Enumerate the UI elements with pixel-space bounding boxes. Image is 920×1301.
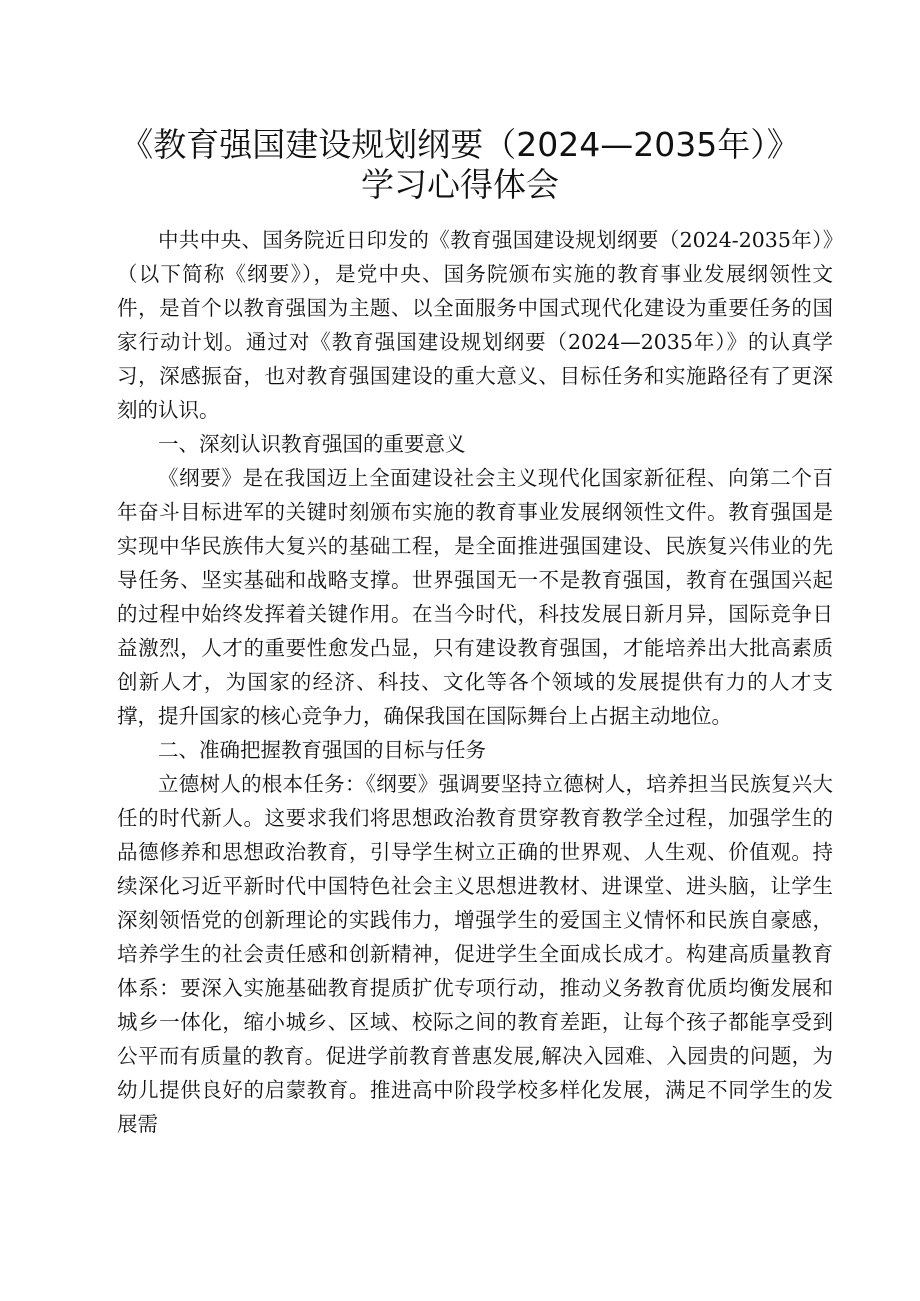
intro-paragraph: 中共中央、国务院近日印发的《教育强国建设规划纲要（2024-2035年）》（以下简称《纲要》），是党中央、国务院颁布实施的教育事业发展纲领性文件，是首个以教育强国为主题、以全面服务中国式现代化建设为重要任务的国家行动计划。通过对《教育强国建设规划纲要（2024—2035年）》的认真学习，深感振奋，也对教育强国建设的重大意义、目标任务和实施路径有了更深刻的认识。: [117, 228, 833, 422]
section-heading-1: 一、深刻认识教育强国的重要意义: [158, 432, 466, 456]
section-paragraph-1: 《纲要》是在我国迈上全面建设社会主义现代化国家新征程、向第二个百年奋斗目标进军的关键时刻颁布实施的教育事业发展纲领性文件。教育强国是实现中华民族伟大复兴的基础工程，是全面推进强国建设、民族复兴伟业的先导任务、坚实基础和战略支撑。世界强国无一不是教育强国，教育在强国兴起的过程中始终发挥着关键作用。在当今时代，科技发展日新月异，国际竞争日益激烈，人才的重要性愈发凸显，只有建设教育强国，才能培养出大批高素质创新人才，为国家的经济、科技、文化等各个领域的发展提供有力的人才支撑，提升国家的核心竞争力，确保我国在国际舞台上占据主动地位。: [117, 466, 833, 728]
document-title-line2: 学习心得体会: [361, 165, 559, 204]
section-heading-2: 二、准确把握教育强国的目标与任务: [158, 738, 486, 762]
section-paragraph-2: 立德树人的根本任务：《纲要》强调要坚持立德树人，培养担当民族复兴大任的时代新人。这要求我们将思想政治教育贯穿教育教学全过程，加强学生的品德修养和思想政治教育，引导学生树立正确的世界观、人生观、价值观。持续深化习近平新时代中国特色社会主义思想进教材、进课堂、进头脑，让学生深刻领悟党的创新理论的实践伟力，增强学生的爱国主义情怀和民族自豪感，培养学生的社会责任感和创新精神，促进学生全面成长成才。构建高质量教育体系：要深入实施基础教育提质扩优专项行动，推动义务教育优质均衡发展和城乡一体化，缩小城乡、区域、校际之间的教育差距，让每个孩子都能享受到公平而有质量的教育。促进学前教育普惠发展,解决入园难、入园贵的问题，为幼儿提供良好的启蒙教育。推进高中阶段学校多样化发展，满足不同学生的发展需: [117, 772, 833, 1136]
document-body: [117, 223, 833, 1141]
document-title-line1: 《教育强国建设规划纲要（2024—2035年）》: [120, 125, 800, 164]
